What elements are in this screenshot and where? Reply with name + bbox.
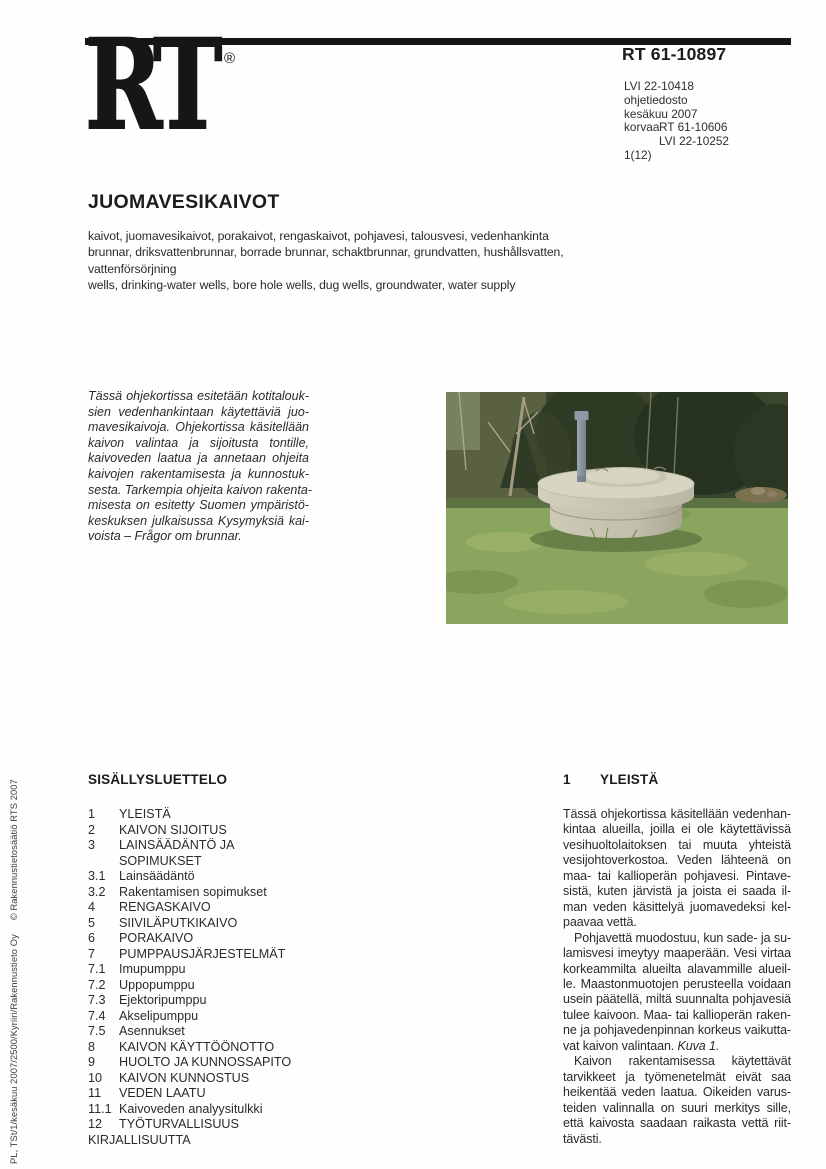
body-line: vesihuoltolaitoksen tai muuta yhteistä [563,837,791,852]
toc-label: RENGASKAIVO [119,900,211,914]
section-number: 1 [563,772,571,787]
toc-label: LAINSÄÄDÄNTÖ JA [119,838,235,852]
toc-row [88,838,291,854]
toc-number: 9 [88,1055,96,1069]
toc-number: 7.5 [88,1024,106,1038]
toc-row [88,823,291,839]
toc-row [88,1040,291,1056]
body-line: vat kaivon valintaan. Kuva 1. [563,1038,720,1053]
toc-label: Akselipumppu [119,1008,199,1023]
toc-row [88,1071,291,1087]
intro-line: kaivoveden laatua ja annetaan ohjeita [88,451,309,466]
toc-label: Asennukset [119,1024,185,1038]
toc-number: 7 [88,946,96,961]
keywords-line: brunnar, driksvattenbrunnar, borrade brunnar, schaktbrunnar, grundvatten, hushållsvatten, [88,245,564,260]
toc-label: KAIVON SIJOITUS [119,822,227,837]
intro-line: kaivon valintaa ja sijoitusta tontille, [88,435,309,450]
doc-meta [624,80,729,163]
toc-row [88,885,291,901]
body-line: man veden käsittelyä juomavedeksi kel- [563,899,791,914]
toc-label: PUMPPAUSJÄRJESTELMÄT [119,946,286,961]
meta-line: ohjetiedosto [624,92,688,107]
toc-row [88,916,291,932]
toc-number [88,854,119,870]
toc-number: 7.2 [88,977,106,992]
section-body [563,807,791,1147]
toc-number: 11 [88,1086,102,1100]
toc-label: SIIVILÄPUTKIKAIVO [119,915,238,930]
toc-label: Lainsäädäntö [119,869,195,883]
body-line: heikentää veden laatua. Oikeiden varus- [563,1085,791,1100]
toc-number: 7.1 [88,962,106,976]
body-line: Tässä ohjekortissa käsitellään vedenhan- [563,807,791,821]
intro-line: sien vedenhankintaan käytettäviä juo- [88,404,309,419]
body-line: tävästi. [563,1131,602,1146]
toc-number: 8 [88,1039,96,1054]
body-line: paavaa vettä. [563,915,637,930]
korvaa-value: LVI 22-10252 [659,134,729,149]
meta-line: kesäkuu 2007 [624,106,698,121]
toc-number: 4 [88,900,96,914]
korvaa-value: RT 61-10606 [659,120,728,135]
toc-label: YLEISTÄ [119,807,171,821]
keywords-line: vattenförsörjning [88,261,177,276]
toc-label: KAIVON KÄYTTÖÖNOTTO [119,1039,275,1054]
toc-row [88,869,291,885]
body-line: kintaa alueilla, joilla ei ole käytettävissä [563,822,791,837]
intro-line: Tässä ohjekortissa esitetään kotitalouk- [88,389,309,403]
keywords-line: wells, drinking-water wells, bore hole wells, dug wells, groundwater, water supply [88,278,516,293]
concrete-well [530,467,702,552]
toc-label: VEDEN LAATU [119,1086,206,1100]
body-line: tulee kaivoon. Maa- tai kallioperän raken- [563,1007,791,1022]
well-photo [446,392,788,624]
document-title: JUOMAVESIKAIVOT [88,191,280,213]
toc-label: Imupumppu [119,962,186,976]
body-line: le. Maastonmuotojen perusteella voidaan [563,976,791,991]
toc-row [88,962,291,978]
toc-label: SOPIMUKSET [119,853,202,868]
toc-row [88,931,291,947]
intro-paragraph [88,389,312,545]
toc-row [88,1133,291,1149]
body-line: Kaivon rakentamisessa käytettävät [574,1054,791,1069]
registered-trademark-icon: ® [224,50,236,67]
toc-row [88,1009,291,1025]
toc-row [88,1055,291,1071]
page-indicator: 1(12) [624,147,652,162]
toc-number: 12 [88,1117,103,1131]
body-line: että kaivosta saadaan raikasta vettä riit- [563,1116,791,1131]
toc-row [88,978,291,994]
toc-number: 3.1 [88,869,106,883]
meta-line: LVI 22-10418 [624,79,694,93]
keywords-block [88,228,564,294]
toc-label: TYÖTURVALLISUUS [119,1117,239,1131]
toc-number: 2 [88,822,96,837]
body-line: ne ja pohjavedenpinnan korkeus vaikutta- [563,1023,791,1038]
toc-number: 10 [88,1070,103,1085]
toc-number: 3.2 [88,884,106,899]
toc-row [88,947,291,963]
toc-number: 5 [88,915,96,930]
body-line: korkeammilta alueilta alavammille alueil- [563,961,791,976]
toc-label: Kaivoveden analyysitulkki [119,1101,263,1116]
intro-line: keskuksen julkaisussa Kysymyksiä kai- [88,513,309,528]
toc-row [88,1086,291,1102]
body-line: Pohjavettä muodostuu, kun sade- ja su- [574,930,791,945]
toc-number: 3 [88,838,96,852]
body-line: vesijohtoverkostoa. Veden lähteenä on [563,853,791,868]
toc-number: 7.4 [88,1008,106,1023]
korvaa-label: korvaa [624,120,660,135]
toc-number: 11.1 [88,1101,112,1116]
keywords-line: kaivot, juomavesikaivot, porakaivot, rengaskaivot, pohjavesi, talousvesi, vedenhankinta [88,229,549,243]
body-line: sistä, kuten järvistä ja joista ei saada il- [563,884,791,899]
section-heading [563,772,658,787]
toc-number: 6 [88,931,96,945]
intro-line: misesta on esitetty Suomen ympäristö- [88,498,309,513]
toc-label: Ejektoripumppu [119,993,207,1007]
body-line: tarvikkeet ja työmenetelmät eivät saa [563,1069,791,1084]
toc-row [88,1024,291,1040]
toc-row [88,900,291,916]
toc-row [88,854,291,870]
body-line: teiden valinnalla on suuri merkitys sille, [563,1100,791,1115]
margin-print-info [9,779,19,1164]
toc-number: 1 [88,807,96,821]
toc-heading: SISÄLLYSLUETTELO [88,772,228,787]
print-info-text: PL, TSt/1/kesäkuu 2007/2500/Kyriiri/Rakennustieto Oy [9,934,19,1164]
body-line: usein päätellä, miltä suunnalta pohjavesiä [563,992,791,1007]
intro-line: sesta. Tarkempia ohjeita kaivon rakenta- [88,482,312,497]
table-of-contents [88,807,291,1148]
toc-label: KIRJALLISUUTTA [88,1132,191,1147]
body-line: maa- tai kallioperän pohjavesi. Pintave- [563,868,791,883]
body-line: lamisvesi imeytyy maaperään. Vesi virtaa [563,946,791,961]
toc-label: Rakentamisen sopimukset [119,884,267,899]
toc-row [88,1117,291,1133]
section-title: YLEISTÄ [600,772,659,787]
intro-line: mavesikaivoja. Ohjekortissa käsitellään [88,420,309,435]
rt-logo: RT [85,13,215,158]
toc-row [88,993,291,1009]
intro-line: kaivojen rakentamisesta ja kunnostuk- [88,466,309,481]
toc-label: PORAKAIVO [119,931,194,945]
toc-row [88,1102,291,1118]
toc-label: Uppopumppu [119,977,195,992]
doc-number: RT 61-10897 [622,44,727,64]
toc-number: 7.3 [88,993,106,1007]
toc-label: HUOLTO JA KUNNOSSAPITO [119,1055,292,1069]
intro-line: voista – Frågor om brunnar. [88,529,242,544]
copyright-note: © Rakennustietosäätiö RTS 2007 [9,779,19,921]
toc-row [88,807,291,823]
toc-label: KAIVON KUNNOSTUS [119,1070,250,1085]
